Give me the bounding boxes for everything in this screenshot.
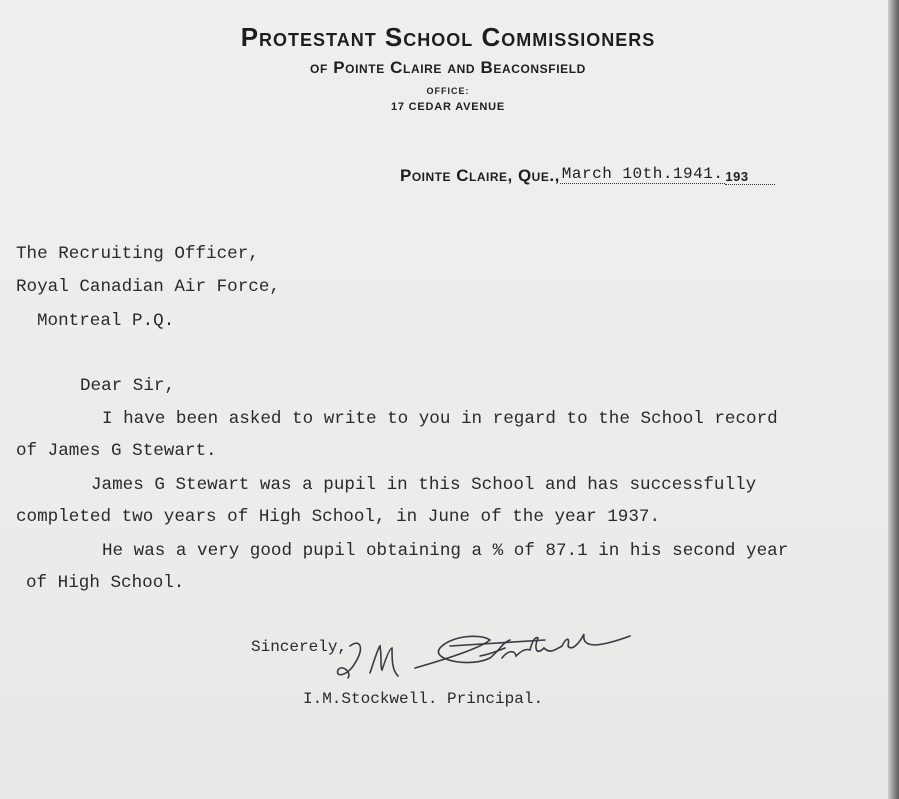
dateline [400, 166, 775, 186]
handwritten-signature [330, 628, 670, 688]
body-line: I have been asked to write to you in regard to the School record [102, 409, 778, 429]
recipient-line: Montreal P.Q. [37, 311, 175, 331]
place: Pointe Claire, Que., [400, 166, 560, 185]
letterhead-title: Protestant School Commissioners [240, 22, 656, 52]
recipient-line: The Recruiting Officer, [16, 244, 259, 264]
salutation: Dear Sir, [80, 376, 176, 396]
body-line: He was a very good pupil obtaining a % of 87.1 in his second year [102, 541, 789, 561]
body-line: of High School. [26, 573, 185, 593]
recipient-line: Royal Canadian Air Force, [16, 277, 280, 297]
typed-date: March 10th.1941. [561, 165, 724, 183]
signatory-name: I.M.Stockwell. Principal. [303, 690, 544, 708]
letterhead-subtitle: of Pointe Claire and Beaconsfield [310, 58, 586, 77]
body-line: James G Stewart was a pupil in this School and has successfully [91, 475, 757, 495]
body-line: of James G Stewart. [16, 441, 217, 461]
body-line: completed two years of High School, in June of the year 1937. [16, 507, 661, 527]
office-label: OFFICE: [426, 86, 470, 96]
page-edge [888, 0, 899, 799]
closing: Sincerely, [251, 638, 348, 656]
printed-year: 193 [725, 169, 774, 185]
office-address: 17 CEDAR AVENUE [390, 101, 506, 113]
